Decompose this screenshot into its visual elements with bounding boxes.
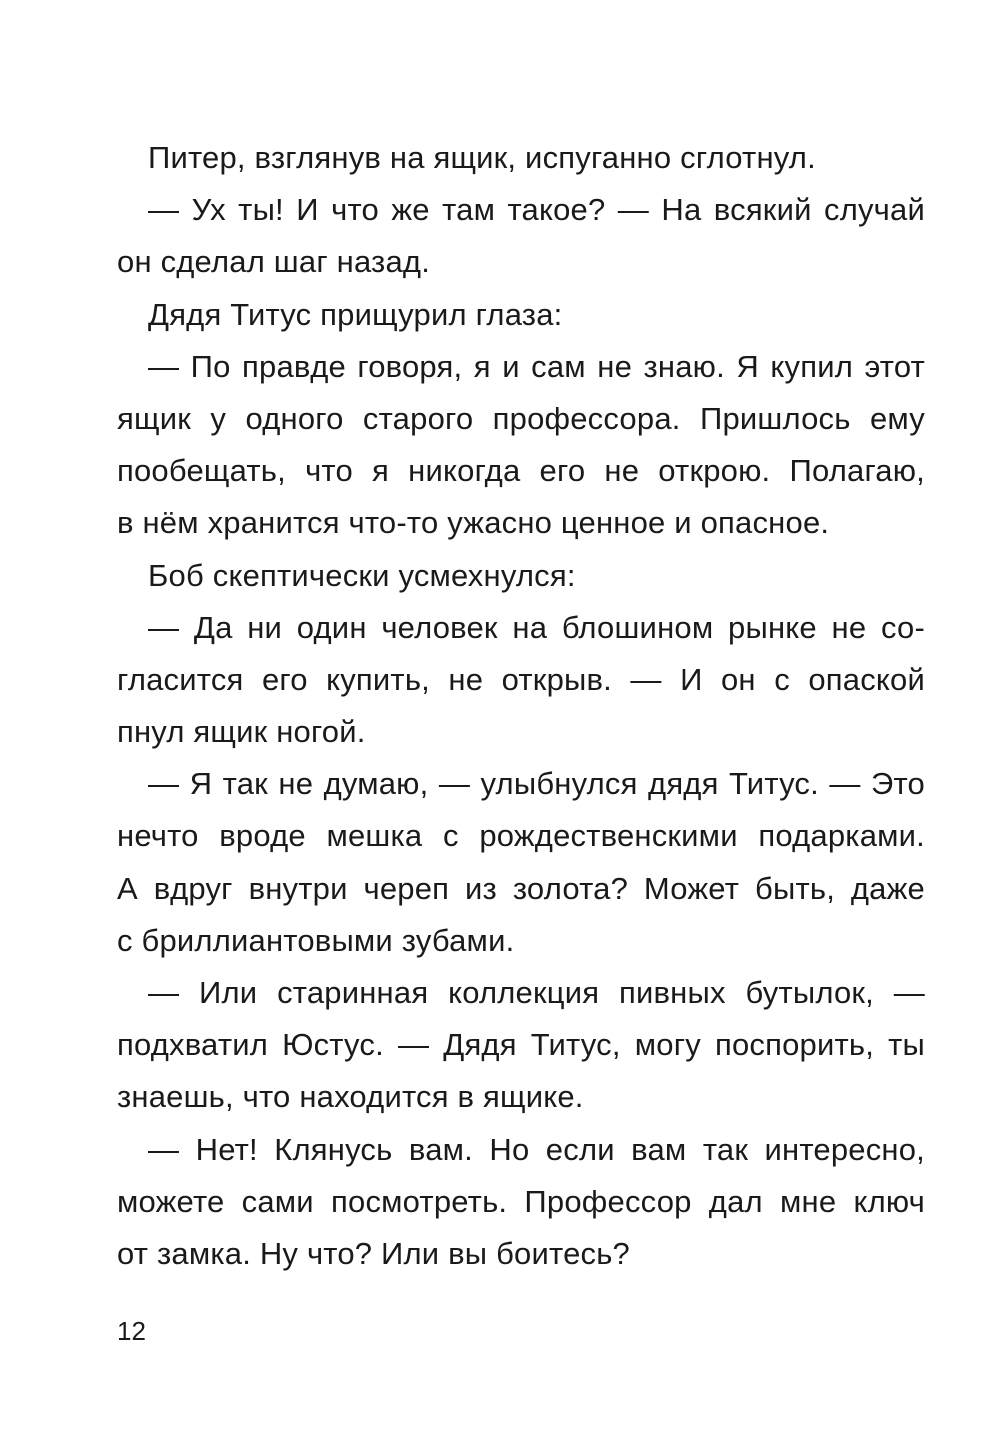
text-line: Боб скептически усмехнулся: (148, 557, 576, 593)
text-line: — Нет! Клянусь вам. Но если вам так интересно, (148, 1131, 925, 1167)
text-line: — Да ни один человек на блошином рынке не со- (148, 609, 925, 645)
text-line: можете сами посмотреть. Профессор дал мне ключ (117, 1183, 925, 1219)
body-text (117, 132, 925, 1280)
text-line: пообещать, что я никогда его не открою. Полагаю, (117, 453, 925, 489)
text-line: А вдруг внутри череп из золота? Может быть, даже (117, 870, 925, 906)
text-line: от замка. Ну что? Или вы боитесь? (117, 1235, 630, 1271)
text-line: подхватил Юстус. — Дядя Титус, могу поспорить, ты (117, 1027, 925, 1063)
text-line: ящик у одного старого профессора. Пришлось ему (117, 400, 925, 436)
text-line: он сделал шаг назад. (117, 244, 431, 280)
text-line: пнул ящик ногой. (117, 714, 366, 750)
text-line: гласится его купить, не открыв. — И он с опаской (117, 661, 925, 697)
page-number: 12 (117, 1316, 146, 1346)
text-line: в нём хранится что-то ужасно ценное и опасное. (117, 505, 830, 541)
text-line: — Или старинная коллекция пивных бутылок, — (148, 975, 925, 1010)
text-line: — По правде говоря, я и сам не знаю. Я купил этот (148, 348, 925, 384)
text-line: Дядя Титус прищурил глаза: (148, 296, 563, 332)
text-line: знаешь, что находится в ящике. (117, 1079, 584, 1115)
text-line: — Ух ты! И что же там такое? — На всякий случай (148, 192, 925, 228)
text-line: Питер, взглянув на ящик, испуганно сглотнул. (148, 140, 816, 175)
text-line: нечто вроде мешка с рождественскими подарками. (117, 818, 925, 854)
text-line: с бриллиантовыми зубами. (117, 922, 515, 958)
text-line: — Я так не думаю, — улыбнулся дядя Титус. — Это (148, 766, 925, 802)
